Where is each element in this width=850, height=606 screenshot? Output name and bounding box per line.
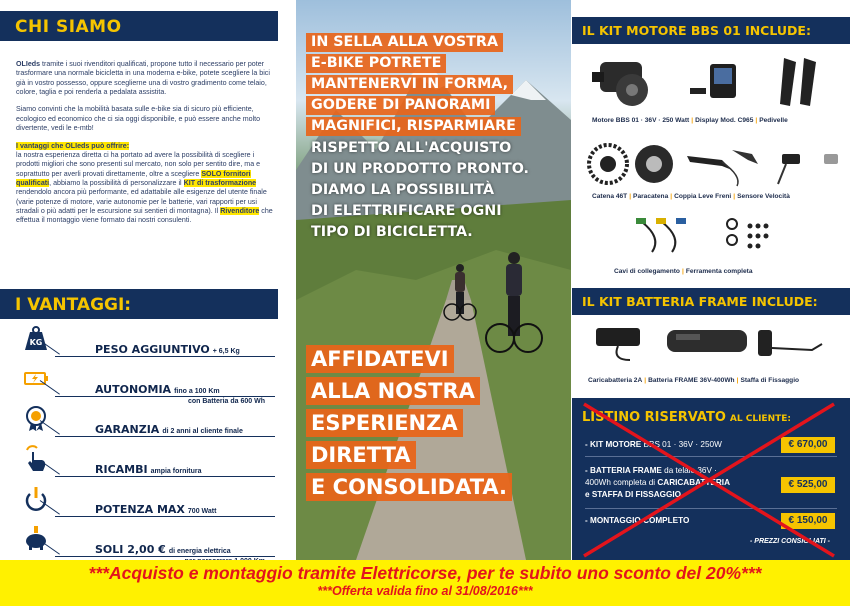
vantaggio-title: PESO AGGIUNTIVO + 6,5 Kg xyxy=(95,343,240,356)
underline xyxy=(55,556,275,557)
intro-paragraph-1: OLIeds tramite i suoi rivenditori qualificati, propone tutto il necessario per poter trasformare una normale bicicletta in una moderna e-bike, potete scegliere la bici già in vostro possesso, oppure sceglierne una di vostro gradimento come telaio, colore, taglia e poi renderla a pedalata assistita. xyxy=(16,60,270,97)
underline xyxy=(55,356,275,357)
kit-batteria-captions: Caricabatteria 2A | Batteria FRAME 36V-400Wh | Staffa di Fissaggio xyxy=(588,377,800,384)
promo-banner xyxy=(0,560,850,606)
brake-lever-icon-2 xyxy=(732,150,758,164)
brake-lever-icon xyxy=(687,156,738,186)
underline xyxy=(55,436,275,437)
chi-siamo-column xyxy=(0,0,295,560)
price-montaggio: € 150,00 xyxy=(781,513,835,529)
slogan-bottom: AFFIDATEVI ALLA NOSTRA ESPERIENZA DIRETTA E CONSOLIDATA. xyxy=(306,345,512,505)
charger-icon xyxy=(596,328,640,360)
chainguard-icon xyxy=(635,145,673,183)
weight-icon xyxy=(22,324,50,352)
vantaggio-title: GARANZIA di 2 anni al cliente finale xyxy=(95,423,243,436)
chi-siamo-header: CHI SIAMO xyxy=(0,11,278,41)
promo-line-2: ***Offerta valida fino al 31/08/2016*** xyxy=(317,584,533,598)
listino-note: - PREZZI CONSIGLIATI - xyxy=(750,538,830,545)
cancel-cross-overlay xyxy=(572,398,850,560)
chi-siamo-text xyxy=(16,60,278,234)
underline xyxy=(55,476,275,477)
kit-motore-products-row2 xyxy=(572,140,850,190)
vantaggio-subtitle: con Batteria da 600 Wh xyxy=(187,398,265,405)
kit-motore-header: IL KIT MOTORE BBS 01 INCLUDE: xyxy=(572,17,850,44)
intro-paragraph-3: I vantaggi che OLIeds può offrire: la nostra esperienza diretta ci ha portato ad avere la possibilità di scegliere i prodotti migliori che sono presenti sul mercato, non solo per sentito dire, ma e soprattutto per averli provati direttamente, oltre a scegliere SOLO fornitori qualificati, abbiamo la possibilità di personalizzare il KIT di trasformazione rendendolo ancora più performante, ed adattabile alle esigenze del utente finale (varie potenze di motore, varie autonomie per le batterie, vari rapporti per usi stradali o più adatti per le escursione sui sentieri di montagna). Il Rivenditore che effettua il montaggio viene formato dai nostri consulenti. xyxy=(16,141,273,225)
crank-icon xyxy=(780,58,816,106)
vantaggio-costo xyxy=(0,522,295,562)
speed-sensor-icon xyxy=(778,154,838,184)
svg-text:KG: KG xyxy=(29,338,43,347)
listino-title: LISTINO RISERVATO AL CLIENTE: xyxy=(582,410,791,425)
kit-motore-products-row3 xyxy=(572,208,850,262)
cables-icon xyxy=(636,218,686,252)
vantaggio-potenza xyxy=(0,482,295,522)
vantaggio-garanzia xyxy=(0,402,295,442)
underline xyxy=(55,516,275,517)
kit-batteria-header: IL KIT BATTERIA FRAME INCLUDE: xyxy=(572,288,850,315)
brand-name: OLIeds xyxy=(16,60,41,68)
hardware-icon xyxy=(727,219,769,249)
bracket-icon xyxy=(758,330,822,356)
kit-motore-products-row1 xyxy=(572,50,850,116)
intro-paragraph-2: Siamo convinti che la mobilità basata sulle e-bike sia di sicuro più efficiente, ecologico ed economico che ci sia oggi disponibile, e può essere anche molto divertente, vedi le e-mtb! xyxy=(16,105,261,133)
vantaggio-autonomia xyxy=(0,362,295,405)
vantaggi-highlight: I vantaggi che OLIeds può offrire: xyxy=(16,141,130,150)
kit-batteria-products xyxy=(572,322,850,366)
vantaggio-title: RICAMBI ampia fornitura xyxy=(95,463,202,476)
motor-icon xyxy=(592,62,648,106)
chainring-icon xyxy=(589,145,627,183)
photo-column xyxy=(296,0,571,560)
hand-tap-icon xyxy=(22,444,50,472)
vantaggio-peso xyxy=(0,322,295,362)
vantaggio-title: POTENZA MAX 700 Watt xyxy=(95,503,217,516)
vantaggio-title: AUTONOMIA fino a 100 Km xyxy=(95,383,220,396)
medal-icon xyxy=(22,404,50,432)
display-icon xyxy=(690,64,736,98)
slogan-top: IN SELLA ALLA VOSTRA E-BIKE POTRETE MANTENERVI IN FORMA, GODERE DI PANORAMI MAGNIFICI, RISPARMIARE RISPETTO ALL'ACQUISTO DI UN PRODOTTO PRONTO. DIAMO LA POSSIBILITÀ DI ELETTRIFICARE OGNI TIPO DI BICICLETTA. xyxy=(306,33,566,243)
kit-motore-captions-row3: Cavi di collegamento | Ferramenta completa xyxy=(614,268,753,275)
battery-pack-icon xyxy=(667,330,747,352)
kit-motore-captions-row1: Motore BBS 01 · 36V · 250 Watt | Display Mod. C965 | Pedivelle xyxy=(592,117,788,124)
piggy-bank-icon xyxy=(22,524,50,552)
price-batteria: € 525,00 xyxy=(781,477,835,493)
battery-icon xyxy=(22,364,50,392)
listino-row-montaggio: - MONTAGGIO COMPLETO € 150,00 xyxy=(585,516,835,525)
power-icon xyxy=(22,484,50,512)
listino-row-kit: - KIT MOTORE BBS 01 · 36V · 250W € 670,00 xyxy=(585,440,835,449)
listino-box xyxy=(572,398,850,560)
price-kit: € 670,00 xyxy=(781,437,835,453)
kit-column xyxy=(572,0,850,560)
vantaggio-ricambi xyxy=(0,442,295,482)
listino-row-batteria: - BATTERIA FRAME da telaio 36V · 400Wh completa di CARICABATTERIA e STAFFA DI FISSAGGIO € 525,00 xyxy=(585,465,835,501)
vantaggio-title: SOLI 2,00 € di energia elettrica xyxy=(95,543,231,556)
kit-motore-captions-row2: Catena 46T | Paracatena | Coppia Leve Freni | Sensore Velocità xyxy=(592,193,790,200)
underline xyxy=(55,396,275,397)
vantaggi-header: I VANTAGGI: xyxy=(0,289,278,319)
promo-line-1: ***Acquisto e montaggio tramite Elettricorse, per te subito uno sconto del 20%*** xyxy=(88,563,762,583)
